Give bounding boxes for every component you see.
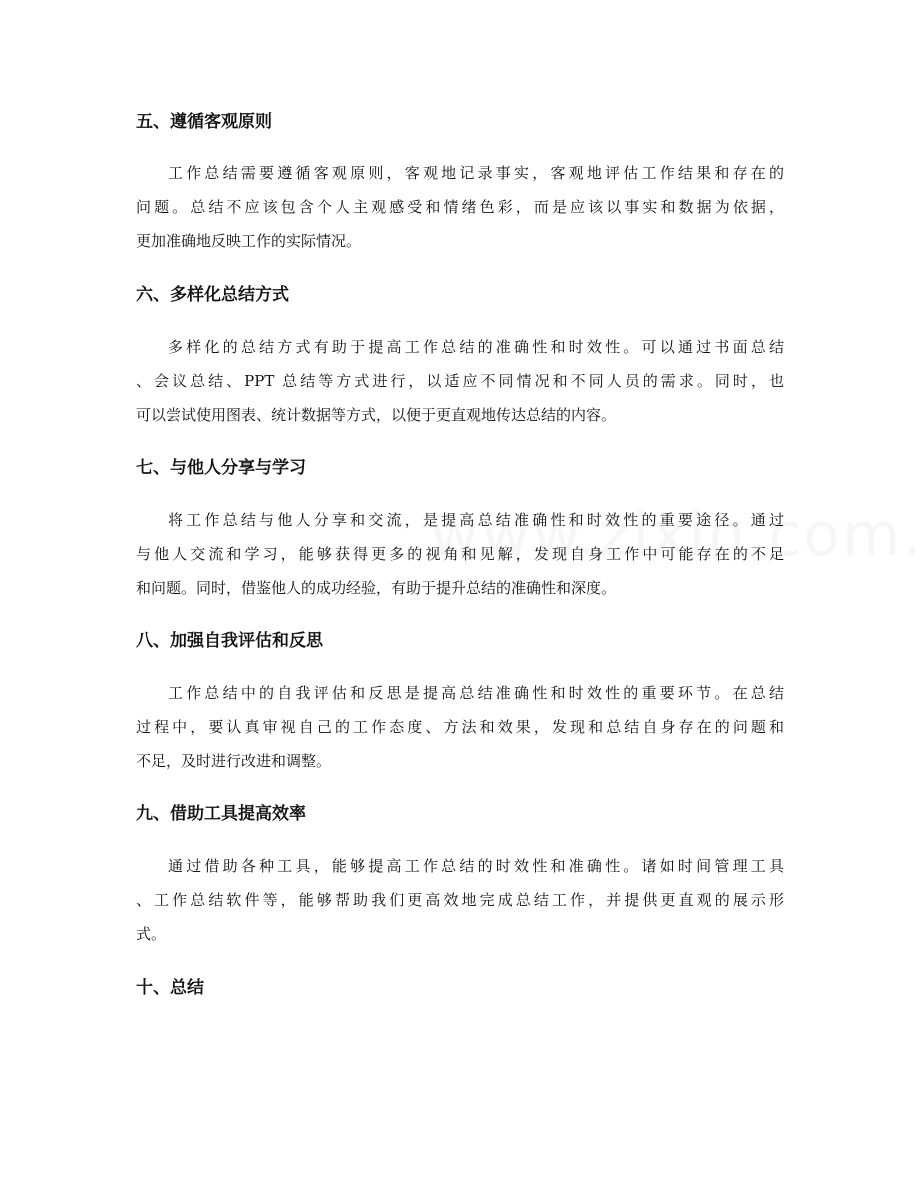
section-paragraph-7 xyxy=(136,503,784,605)
paragraph-line: 式。 xyxy=(136,925,167,943)
section-heading-6: 六、多样化总结方式 xyxy=(136,285,289,305)
paragraph-line: 和问题。同时，借鉴他人的成功经验，有助于提升总结的准确性和深度。 xyxy=(136,579,617,597)
paragraph-line: 过程中，要认真审视自己的工作态度、方法和效果，发现和总结自身存在的问题和 xyxy=(136,718,784,736)
paragraph-line: 、工作总结软件等，能够帮助我们更高效地完成总结工作，并提供更直观的展示形 xyxy=(136,891,784,909)
section-paragraph-5 xyxy=(136,156,784,258)
section-paragraph-6 xyxy=(136,330,784,432)
section-heading-9: 九、借助工具提高效率 xyxy=(136,804,306,824)
section-heading-10: 十、总结 xyxy=(136,978,204,998)
paragraph-line: 工作总结需要遵循客观原则，客观地记录事实，客观地评估工作结果和存在的 xyxy=(168,164,784,182)
section-heading-5: 五、遵循客观原则 xyxy=(136,112,272,132)
section-heading-8: 八、加强自我评估和反思 xyxy=(136,631,323,651)
paragraph-line: 、会议总结、PPT 总结等方式进行，以适应不同情况和不同人员的需求。同时，也 xyxy=(136,372,784,390)
paragraph-line: 工作总结中的自我评估和反思是提高总结准确性和时效性的重要环节。在总结 xyxy=(168,684,784,702)
paragraph-line: 与他人交流和学习，能够获得更多的视角和见解，发现自身工作中可能存在的不足 xyxy=(136,545,784,563)
paragraph-line: 更加准确地反映工作的实际情况。 xyxy=(136,232,362,250)
paragraph-line: 可以尝试使用图表、统计数据等方式，以便于更直观地传达总结的内容。 xyxy=(136,406,617,424)
section-paragraph-8 xyxy=(136,676,784,778)
paragraph-line: 通过借助各种工具，能够提高工作总结的时效性和准确性。诸如时间管理工具 xyxy=(168,857,784,875)
paragraph-line: 问题。总结不应该包含个人主观感受和情绪色彩，而是应该以事实和数据为依据， xyxy=(136,198,784,216)
section-heading-7: 七、与他人分享与学习 xyxy=(136,458,306,478)
paragraph-line: 不足，及时进行改进和调整。 xyxy=(136,752,332,770)
paragraph-line: 将工作总结与他人分享和交流，是提高总结准确性和时效性的重要途径。通过 xyxy=(168,511,784,529)
section-paragraph-9 xyxy=(136,849,784,951)
paragraph-line: 多样化的总结方式有助于提高工作总结的准确性和时效性。可以通过书面总结 xyxy=(168,338,784,356)
